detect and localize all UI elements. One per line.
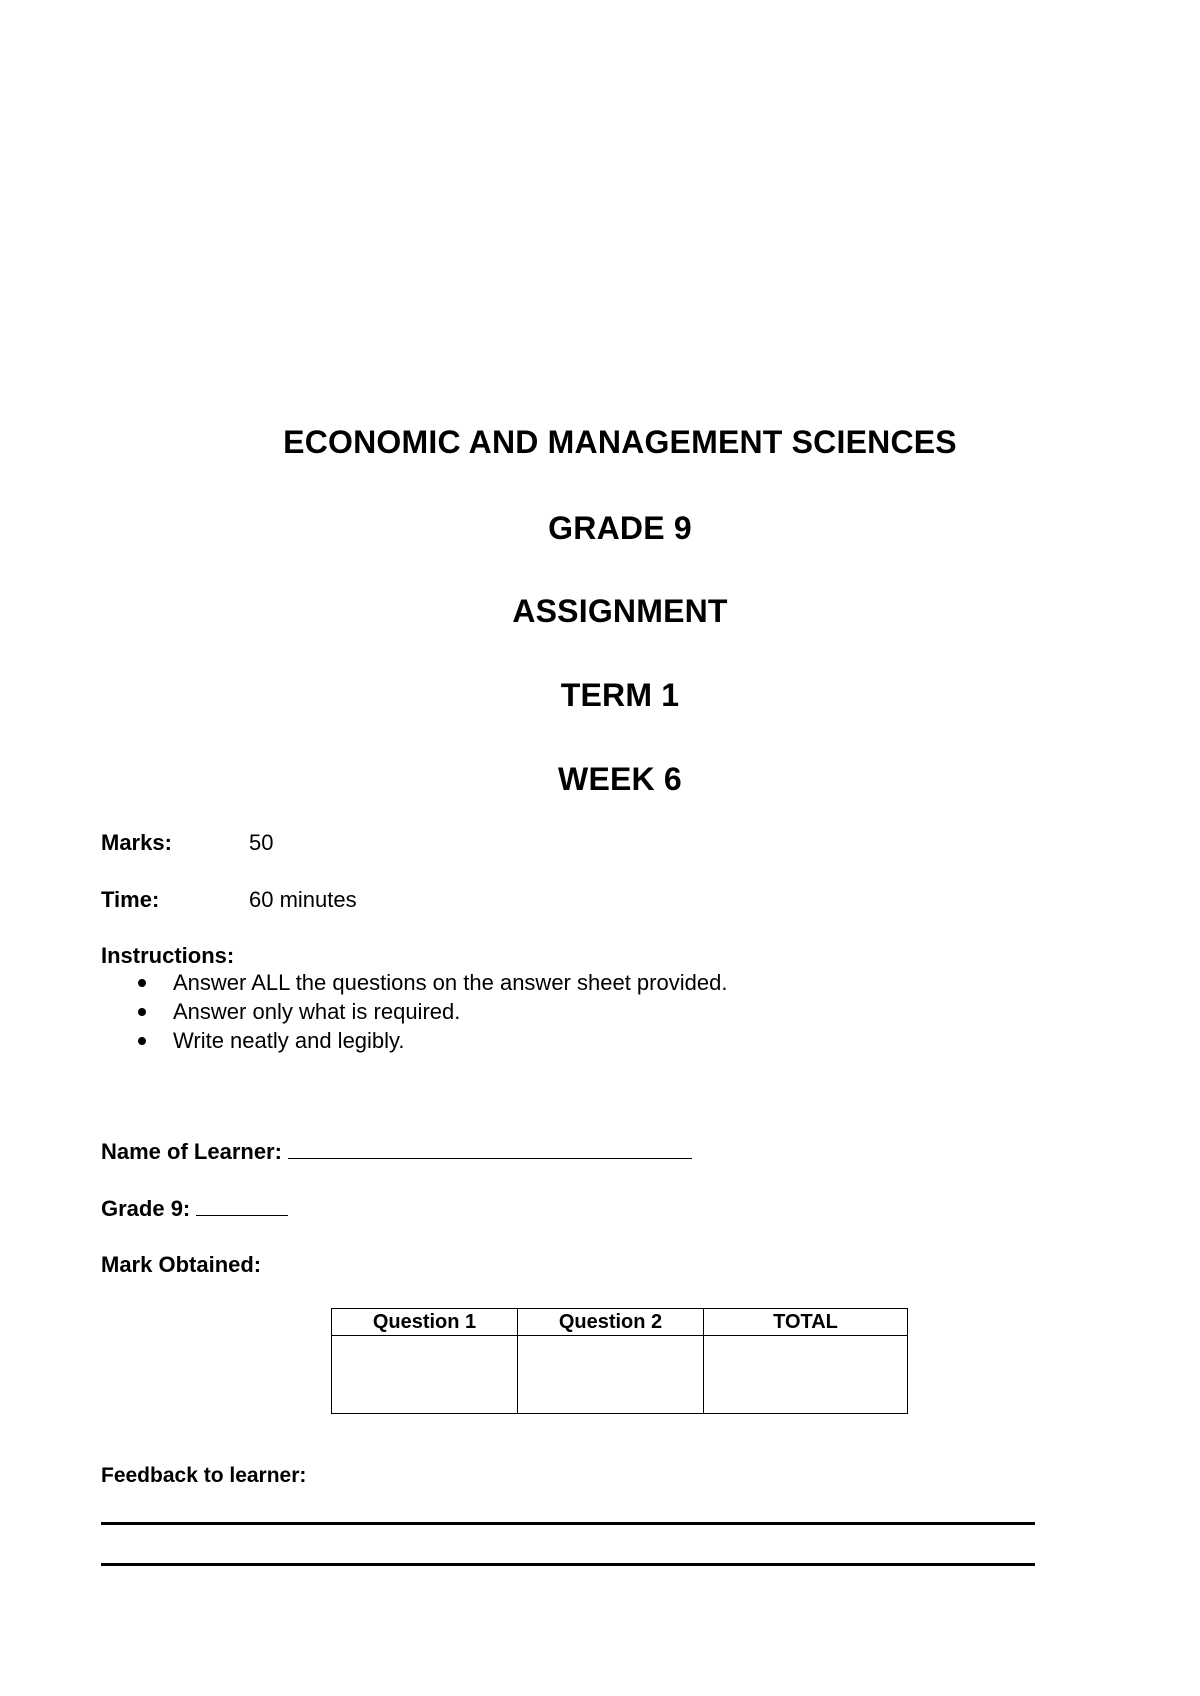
bullet-icon <box>138 1008 146 1016</box>
bullet-icon <box>138 979 146 987</box>
learner-name-blank[interactable] <box>288 1139 692 1159</box>
assignment-title: ASSIGNMENT <box>512 593 728 629</box>
feedback-line[interactable] <box>101 1522 1035 1525</box>
feedback-label: Feedback to learner: <box>101 1464 307 1487</box>
grade-title: GRADE 9 <box>548 510 692 546</box>
week-title: WEEK 6 <box>558 761 682 797</box>
marks-table-row <box>332 1336 908 1414</box>
learner-name-row <box>101 1139 692 1165</box>
total-header: TOTAL <box>704 1309 908 1336</box>
question-2-header: Question 2 <box>518 1309 704 1336</box>
learner-grade-row <box>101 1196 288 1222</box>
learner-name-label: Name of Learner: <box>101 1139 282 1164</box>
time-label: Time: <box>101 887 160 912</box>
marks-value: 50 <box>249 830 274 855</box>
instruction-text: Answer ALL the questions on the answer sheet provided. <box>173 970 728 995</box>
instructions-label: Instructions: <box>101 943 235 968</box>
instruction-text: Write neatly and legibly. <box>173 1028 405 1053</box>
question-1-mark-cell[interactable] <box>332 1336 518 1414</box>
question-1-header: Question 1 <box>332 1309 518 1336</box>
bullet-icon <box>138 1037 146 1045</box>
feedback-line[interactable] <box>101 1563 1035 1566</box>
marks-table <box>331 1308 908 1414</box>
learner-grade-blank[interactable] <box>196 1196 288 1216</box>
total-mark-cell[interactable] <box>704 1336 908 1414</box>
mark-obtained-label: Mark Obtained: <box>101 1252 262 1277</box>
instruction-item <box>101 1026 727 1055</box>
marks-label: Marks: <box>101 830 172 855</box>
term-title: TERM 1 <box>560 677 680 713</box>
question-2-mark-cell[interactable] <box>518 1336 704 1414</box>
instruction-item <box>101 997 727 1026</box>
learner-grade-label: Grade 9: <box>101 1196 191 1221</box>
marks-table-header-row <box>332 1309 908 1336</box>
subject-title: ECONOMIC AND MANAGEMENT SCIENCES <box>283 424 957 460</box>
instruction-text: Answer only what is required. <box>173 999 461 1024</box>
instruction-item <box>101 968 727 997</box>
time-value: 60 minutes <box>249 887 357 912</box>
instructions-list <box>101 968 727 1055</box>
